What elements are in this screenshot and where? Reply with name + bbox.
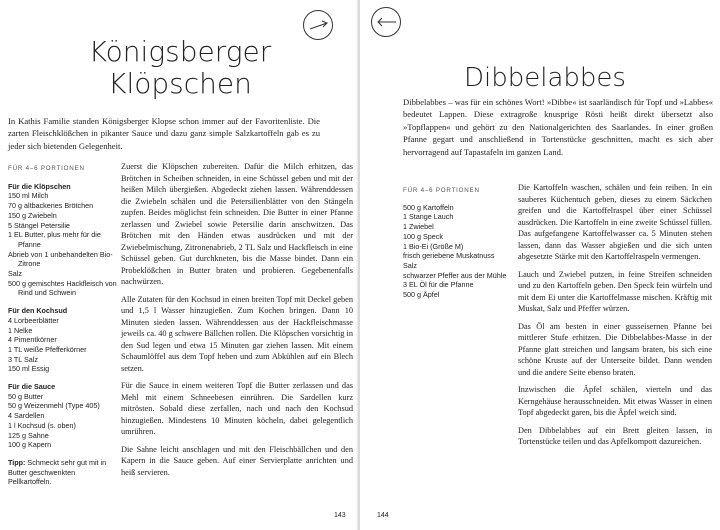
ingredient-item: 500 g Kartoffeln [403, 202, 454, 212]
ingredient-item: 500 g gemischtes Hackfleisch von Rind und Schwein [8, 278, 117, 298]
ingredient-item: 1 Bio-Ei (Größe M) [403, 241, 464, 251]
ingredient-item: 50 g Butter [8, 391, 44, 401]
ingredient-item: 1 TL weiße Pfefferkörner [8, 344, 87, 354]
tip-label: Tipp: [8, 457, 26, 467]
ingredient-item: 1 Stange Lauch [403, 212, 454, 222]
ingredient-item: 150 g Zwiebeln [8, 210, 57, 220]
method-text [121, 161, 353, 484]
ingredient-item: 1 l Kochsud (s. oben) [8, 420, 76, 430]
ingredient-item: 3 EL Öl für die Pfanne [403, 280, 474, 290]
recipe-title [60, 36, 300, 100]
ingredient-item: 5 Stängel Petersilie [8, 220, 70, 230]
tip-text: Schmeckt sehr gut mit in Butter geschwenkten Pellkartoffeln. [8, 457, 107, 487]
method-paragraph: Lauch und Zwiebel putzen, in feine Streifen schneiden und zu den Kartoffeln geben. Den Speck fein würfeln und mit dem Ei unter die Kartoffelmasse mischen. Kräftig mit Muskat, Salz und Pfeffer würzen. [518, 269, 712, 313]
ingredient-item: Salz [8, 269, 22, 279]
ingredient-item: 50 g Weizenmehl (Type 405) [8, 401, 100, 411]
ingredient-item: 1 EL Butter, plus mehr für die Pfanne [8, 230, 101, 249]
method-paragraph: Für die Sauce in einem weiteren Topf die Butter zerlassen und das Mehl mit einem Schneebesen einrühren. Die Sardellen kurz mitrösten. Sobald diese zerfallen, nach und nach den Kochsud hinzugießen. Mindestens 10 Minuten köcheln, dabei gelegentlich umrühren. [121, 381, 353, 436]
arrow-right-icon [303, 10, 333, 40]
ingredient-item: 4 Pimentkörner [8, 335, 57, 345]
method-paragraph: Das Öl am besten in einer gusseisernen Pfanne bei mittlerer Stufe erhitzen. Die Dibbelabbes-Masse in der Pfanne glatt streichen und langsam braten, bis sich eine schöne Kruste auf der Unterseite bildet. Dann wenden und die andere Seite ebenso braten. [518, 321, 712, 377]
ingredient-item: 500 g Äpfel [403, 290, 440, 300]
method-paragraph: Zuerst die Klöpschen zubereiten. Dafür die Milch erhitzen, das Brötchen in Scheiben schneiden, in eine Schüssel geben und mit der heißen Milch übergießen. Abgedeckt ziehen lassen. Währenddessen die Zwiebeln schälen und die Petersilienblätter von den Stängeln zupfen. Beides möglichst fein schneiden. Die Butter in einer Pfanne zerlassen und Zwiebel sowie Petersilie darin anschwitzen. Das Brötchen mit den Händen etwas ausdrücken und mit der Zwiebelmischung, Zitronenabrieb, 2 TL Salz und Hackfleisch in eine Schüssel geben. Gut durchkneten, bis die Masse bindet. Dann ein Probeklößchen in Butter braten und probieren. Gegebenenfalls nachwürzen. [121, 162, 353, 286]
arrow-left-icon [371, 7, 401, 37]
recipe-title: Dibbelabbes [464, 63, 626, 93]
page-number: 144 [377, 512, 389, 519]
ingredient-item: 150 ml Milch [8, 191, 49, 201]
ingredient-item: 1 Zwiebel [403, 222, 434, 232]
method-paragraph: Den Dibbelabbes auf ein Brett gleiten lassen, in Tortenstücke teilen und das Apfelkompott dazureichen. [518, 425, 712, 446]
ingredient-item: 125 g Sahne [8, 430, 49, 440]
ingredient-item: 1 Nelke [8, 325, 33, 335]
ingredient-item: Abrieb von 1 unbehandelten Bio-Zitrone [8, 249, 113, 269]
ingredient-item: Salz [403, 260, 417, 270]
servings-label: FÜR 4–6 PORTIONEN [8, 165, 85, 172]
method-paragraph: Alle Zutaten für den Kochsud in einen breiten Topf mit Deckel geben und 1,5 l Wasser hinzugießen. Zum Kochen bringen. Dann 10 Minuten sieden lassen. Währenddessen aus der Hackfleischmasse jeweils ca. 40 g schwere Bällchen rollen. Die Klöpschen vorsichtig in den Sud legen und etwa 15 Minuten gar ziehen lassen. Mit einem Schaumlöffel aus dem Topf heben und zum Abkühlen auf ein Blech setzen. [121, 294, 353, 373]
method-paragraph: Inzwischen die Äpfel schälen, vierteln und das Kerngehäuse herausschneiden. Mit etwas Wasser in einen Topf abgedeckt garen, bis die Äpfel weich sind. [518, 385, 712, 417]
tip-note [8, 458, 118, 487]
ingredient-item: 150 ml Essig [8, 364, 50, 374]
method-paragraph: Die Kartoffeln waschen, schälen und fein reiben. In ein sauberes Küchentuch geben, dieses zu einem Säckchen greifen und die Kartoffelraspel über einer Schüssel ausdrücken. Die Kartoffeln in eine zweite Schüssel füllen. Das aufgefangene Kartoffelwasser ca. 5 Minuten stehen lassen, dann das Wasser abgießen und die sich unten abgesetzte Stärke mit den Kartoffelraspeln vermengen. [518, 183, 712, 261]
ingredients-list [8, 164, 118, 487]
ingredient-item: 100 g Speck [403, 231, 443, 241]
servings-label: FÜR 4–6 PORTIONEN [403, 187, 480, 194]
page-number: 143 [334, 512, 346, 519]
title-line: Klöpschen [108, 67, 252, 101]
ingredients-list [403, 186, 515, 300]
intro-text: Dibbelabbes – was für ein schönes Wort! »Dibbe« ist saarländisch für Topf und »Labbes« bedeutet Lappen. Diese extragroße knusprige Rösti heißt direkt übersetzt also »Topflappen« und gehört zu den Nationalgerichten des Saarlandes. In einer großen Pfanne gegart und anschließend in Tortenstücke geschnitten, macht es sich aber hervorragend auf Tapastafeln im ganzen Land. [403, 97, 713, 157]
ingredient-item: 100 g Kapern [8, 440, 52, 450]
method-paragraph: Die Sahne leicht anschlagen und mit den Fleischbällchen und den Kapern in die Sauce geben. Auf einer Servierplatte anrichten und heiß servieren. [121, 444, 353, 477]
ingredient-section-heading: Für die Sauce [8, 382, 56, 392]
ingredient-item: schwarzer Pfeffer aus der Mühle [403, 270, 507, 280]
ingredient-item: 70 g altbackenes Brötchen [8, 201, 94, 211]
ingredient-section-heading: Für die Klöpschen [8, 181, 71, 191]
ingredient-item: 4 Lorbeerblätter [8, 315, 59, 325]
method-text [518, 182, 712, 454]
ingredient-item: 3 TL Salz [8, 354, 38, 364]
ingredient-item: frisch geriebene Muskatnuss [403, 251, 495, 261]
title-line: Königsberger [88, 35, 272, 68]
ingredient-section-heading: Für den Kochsud [8, 306, 68, 316]
ingredient-item: 4 Sardellen [8, 411, 45, 421]
right-page [360, 0, 720, 530]
left-page [0, 0, 358, 530]
intro-text: In Kathis Familie standen Königsberger Klopse schon immer auf der Favoritenliste. Die zarten Fleischklößchen in pikanter Sauce und dazu ganz simple Salzkartoffeln gab es zu jeder sich bietenden Gelegenheit. [8, 116, 320, 151]
